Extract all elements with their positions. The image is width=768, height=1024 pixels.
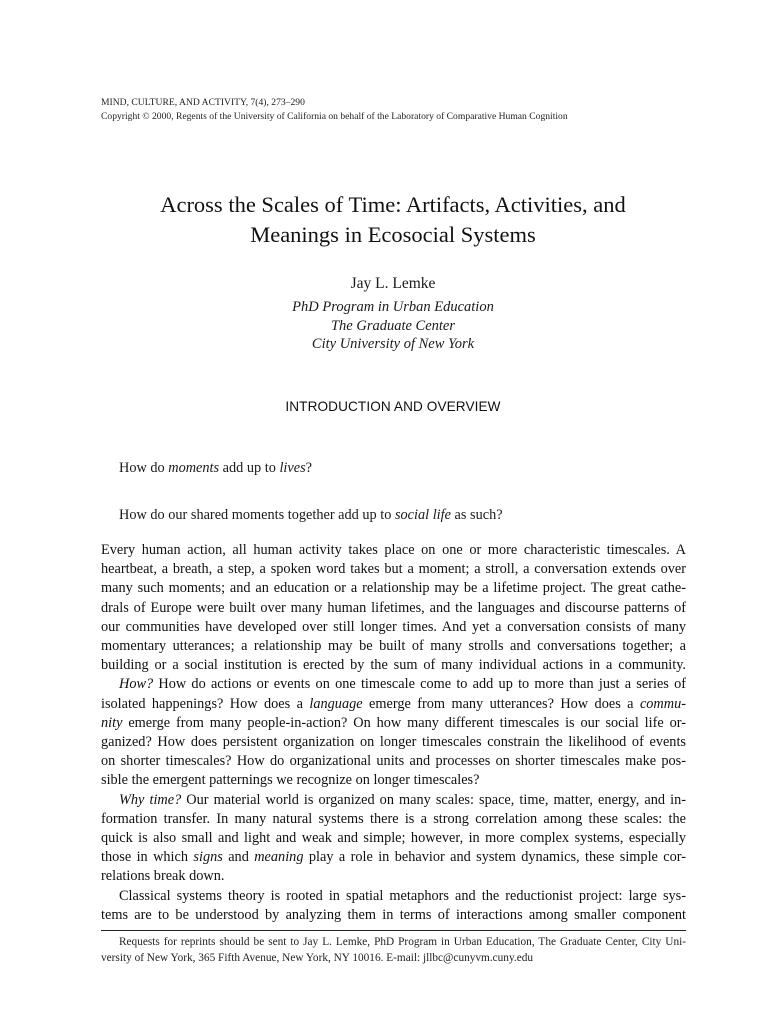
author-affiliation [80,298,706,354]
running-header [101,96,701,124]
footnote-line-2: versity of New York, 365 Fifth Avenue, New York, NY 10016. E-mail: jllbc@cunyvm.cuny.edu [101,951,534,964]
title-line-1: Across the Scales of Time: Artifacts, Activities, and [160,192,626,217]
text-line: relations break down. [101,868,225,885]
section-heading: INTRODUCTION AND OVERVIEW [285,399,501,414]
text-line: quick is also small and light and weak and simple; however, in more complex systems, especially [101,830,686,847]
affiliation-university: City University of New York [311,336,475,352]
paragraph-1 [101,541,686,675]
journal-citation: MIND, CULTURE, AND ACTIVITY, 7(4), 273–290 [101,97,305,108]
text-line: our communities have developed over still longer times. And yet a conversation consists of many [101,618,686,635]
title-line-2: Meanings in Ecosocial Systems [250,222,536,247]
text-line: drals of Europe were built over many human lifetimes, and the languages and discourse patterns of [101,599,686,616]
paragraph-2 [101,675,686,790]
text-line: sible the emergent patternings we recognize on longer timescales? [101,772,480,789]
text-line: on shorter timescales? How do organizational units and processes on shorter timescales make pos- [101,753,686,770]
epigraph-question-2: How do our shared moments together add up to social life as such? [119,507,503,523]
body-text [101,541,686,925]
text-line: Every human action, all human activity takes place on one or more characteristic timescales. A [101,542,686,558]
text-line: heartbeat, a breath, a step, a spoken word takes but a moment; a stroll, a conversation extends over [101,561,686,578]
text-line: those in which signs and meaning play a role in behavior and system dynamics, these simple cor- [101,849,686,866]
text-line: formation transfer. In many natural systems there is a strong correlation among these scales: the [101,810,686,827]
affiliation-center: The Graduate Center [330,317,456,334]
paragraph-3 [101,791,686,887]
text-line: isolated happenings? How does a language emerge from many utterances? How does a commu- [101,695,686,712]
text-line: building or a social institution is erected by the sum of many individual actions in a community. [101,657,686,674]
text-line: tems are to be understood by analyzing them in terms of interactions among smaller component [101,906,686,923]
text-line: ganized? How does persistent organization on longer timescales constrain the likelihood of events [101,734,686,751]
author-name: Jay L. Lemke [350,275,436,292]
footnote [101,935,686,966]
footnote-rule [101,930,686,931]
text-line: Classical systems theory is rooted in spatial metaphors and the reductionist project: large sys- [119,887,686,904]
text-line: many such moments; and an education or a relationship may be a lifetime project. The great cathe- [101,580,686,597]
copyright-notice: Copyright © 2000, Regents of the University of California on behalf of the Laboratory of Comparative Human Cognition [101,111,568,122]
footnote-line-1: Requests for reprints should be sent to Jay L. Lemke, PhD Program in Urban Education, The Graduate Center, City Uni- [119,936,686,948]
paragraph-4 [101,887,686,925]
affiliation-program: PhD Program in Urban Education [292,299,494,315]
text-line: Why time? Our material world is organized on many scales: space, time, matter, energy, and in- [119,791,686,808]
text-line: nity emerge from many people-in-action? On how many different timescales is our social life or- [101,714,686,731]
article-title [80,190,706,250]
epigraph-question-1: How do moments add up to lives? [119,460,312,476]
text-line: How? How do actions or events on one timescale come to add up to more than just a series of [119,676,686,693]
text-line: momentary utterances; a relationship may be built of many strolls and conversations together; a [101,638,686,655]
